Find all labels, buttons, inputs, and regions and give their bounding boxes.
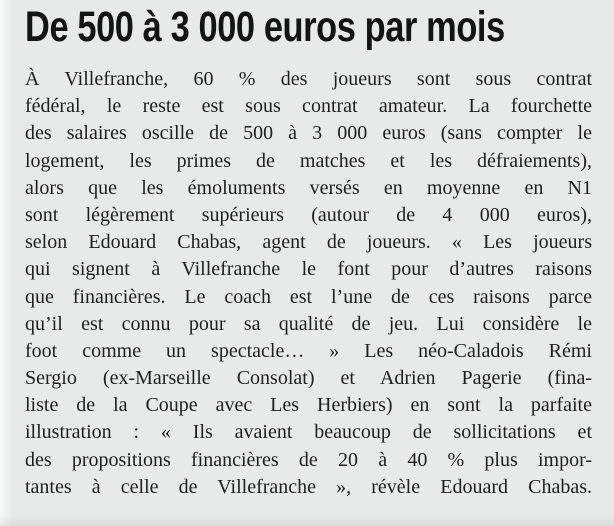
article-headline: De 500 à 3 000 euros par mois bbox=[25, 3, 505, 51]
article-body bbox=[25, 66, 592, 501]
article-body-line: des salaires oscille de 500 à 3 000 euros (sans compter le bbox=[25, 122, 592, 145]
article-body-line: qu’il est connu pour sa qualité de jeu. Lui considère le bbox=[25, 312, 592, 335]
article-body-line: illustration : « Ils avaient beaucoup de sollicitations et bbox=[25, 421, 592, 444]
article-body-line: sont légèrement supérieurs (autour de 4 000 euros), bbox=[25, 203, 592, 226]
article-body-line: que financières. Le coach est l’une de ces raisons parce bbox=[25, 285, 592, 308]
article-body-line: qui signent à Villefranche le font pour d’autres raisons bbox=[25, 258, 592, 281]
article-body-line: liste de la Coupe avec Les Herbiers) en sont la parfaite bbox=[25, 394, 592, 417]
article-body-line: fédéral, le reste est sous contrat amateur. La fourchette bbox=[25, 95, 592, 118]
article-body-line: des propositions financières de 20 à 40 % plus impor- bbox=[25, 448, 592, 471]
article-body-line: selon Edouard Chabas, agent de joueurs. « Les joueurs bbox=[25, 231, 592, 254]
article-body-line: alors que les émoluments versés en moyenne en N1 bbox=[25, 176, 592, 199]
article-body-line: Sergio (ex-Marseille Consolat) et Adrien Pagerie (fina- bbox=[25, 367, 592, 390]
article-body-line: logement, les primes de matches et les défraiements), bbox=[25, 149, 592, 172]
article-body-line: foot comme un spectacle… » Les néo-Caladois Rémi bbox=[25, 339, 592, 362]
article-body-line: À Villefranche, 60 % des joueurs sont sous contrat bbox=[25, 68, 592, 90]
article-body-line: tantes à celle de Villefranche », révèle Edouard Chabas. bbox=[25, 475, 592, 498]
